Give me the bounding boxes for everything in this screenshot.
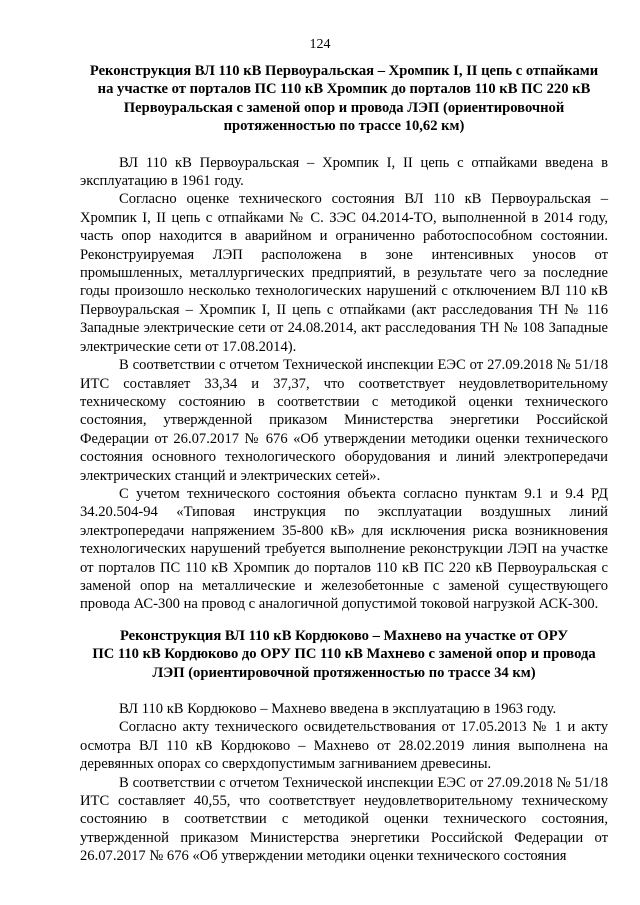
section-title-line: ПС 110 кВ Кордюково до ОРУ ПС 110 кВ Махнево с заменой опор и провода [92,646,596,663]
section-title-line: Реконструкция ВЛ 110 кВ Первоуральская – Хромпик I, II цепь с отпайками [89,63,599,79]
section-kordyukovo-makhnevo [80,627,608,866]
paragraph: В соответствии с отчетом Технической инспекции ЕЭС от 27.09.2018 № 51/18 ИТС составляет 40,55, что соответствует неудовлетворительному техническому состоянию в соответствии с методикой оценки технического состояния, утвержденной приказом Министерства энергетики Российской Федерации от 26.07.2017 № 676 «Об утверждении методики оценки технического состояния [80,774,608,865]
section-pervouralskaya-khrompik [80,62,608,614]
page-content [80,62,608,866]
section-title [80,627,608,682]
paragraph: ВЛ 110 кВ Кордюково – Махнево введена в эксплуатацию в 1963 году. [119,701,557,717]
paragraph: В соответствии с отчетом Технической инспекции ЕЭС от 27.09.2018 № 51/18 ИТС составляет 33,34 и 37,37, что соответствует неудовлетворительному техническому состоянию в соответствии с методикой оценки технического состояния, утвержденной приказом Министерства энергетики Российской Федерации от 26.07.2017 № 676 «Об утверждении методики оценки технического состояния основного технологического оборудования и линий электропередачи электрических станций и электрических сетей». [80,357,608,484]
section-title-line: протяженностью по трассе 10,62 км) [223,118,465,135]
section-title-line: ЛЭП (ориентировочной протяженностью по трассе 34 км) [152,664,536,681]
section-body [80,700,608,866]
paragraph: Согласно оценке технического состояния ВЛ 110 кВ Первоуральская – Хромпик I, II цепь с отпайками № С. ЗЭС 04.2014-ТО, выполненной в 2014 году, часть опор находится в аварийном и ограниченно работоспособном состоянии. Реконструируемая ЛЭП расположена в зоне интенсивных уносов от промышленных, металлургических предприятий, в результате чего за последние годы произошло несколько технологических нарушений с отключением ВЛ 110 кВ Первоуральская – Хромпик I, II цепь с отпайками (акт расследования ТН № 116 Западные электрические сети от 24.08.2014, акт расследования ТН № 108 Западные электрические сети от 17.08.2014). [80,191,608,355]
section-title-line: Первоуральская с заменой опор и провода ЛЭП (ориентировочной [123,99,565,116]
section-title [80,62,608,136]
section-title-line: Реконструкция ВЛ 110 кВ Кордюково – Махнево на участке от ОРУ [119,627,569,644]
page-number: 124 [309,37,331,52]
section-title-line: на участке от порталов ПС 110 кВ Хромпик до порталов 110 кВ ПС 220 кВ [97,81,591,98]
paragraph: ВЛ 110 кВ Первоуральская – Хромпик I, II цепь с отпайками введена в эксплуатацию в 1961 году. [80,154,608,190]
paragraph: С учетом технического состояния объекта согласно пунктам 9.1 и 9.4 РД 34.20.504-94 «Типовая инструкция по эксплуатации воздушных линий электропередачи напряжением 35-800 кВ» для исключения риска возникновения технологических нарушений требуется выполнение реконструкции ЛЭП на участке от порталов ПС 110 кВ Хромпик до порталов 110 кВ ПС 220 кВ Первоуральская с заменой опор на металлические и железобетонные с заменой существующего провода АС-300 на провод с аналогичной допустимой токовой нагрузкой АСК-300. [80,485,608,613]
section-body [80,154,608,614]
paragraph: Согласно акту технического освидетельствования от 17.05.2013 № 1 и акту осмотра ВЛ 110 кВ Кордюково – Махнево от 28.02.2019 линия выполнена на деревянных опорах со сверхдопустимым загниванием древесины. [80,719,608,773]
